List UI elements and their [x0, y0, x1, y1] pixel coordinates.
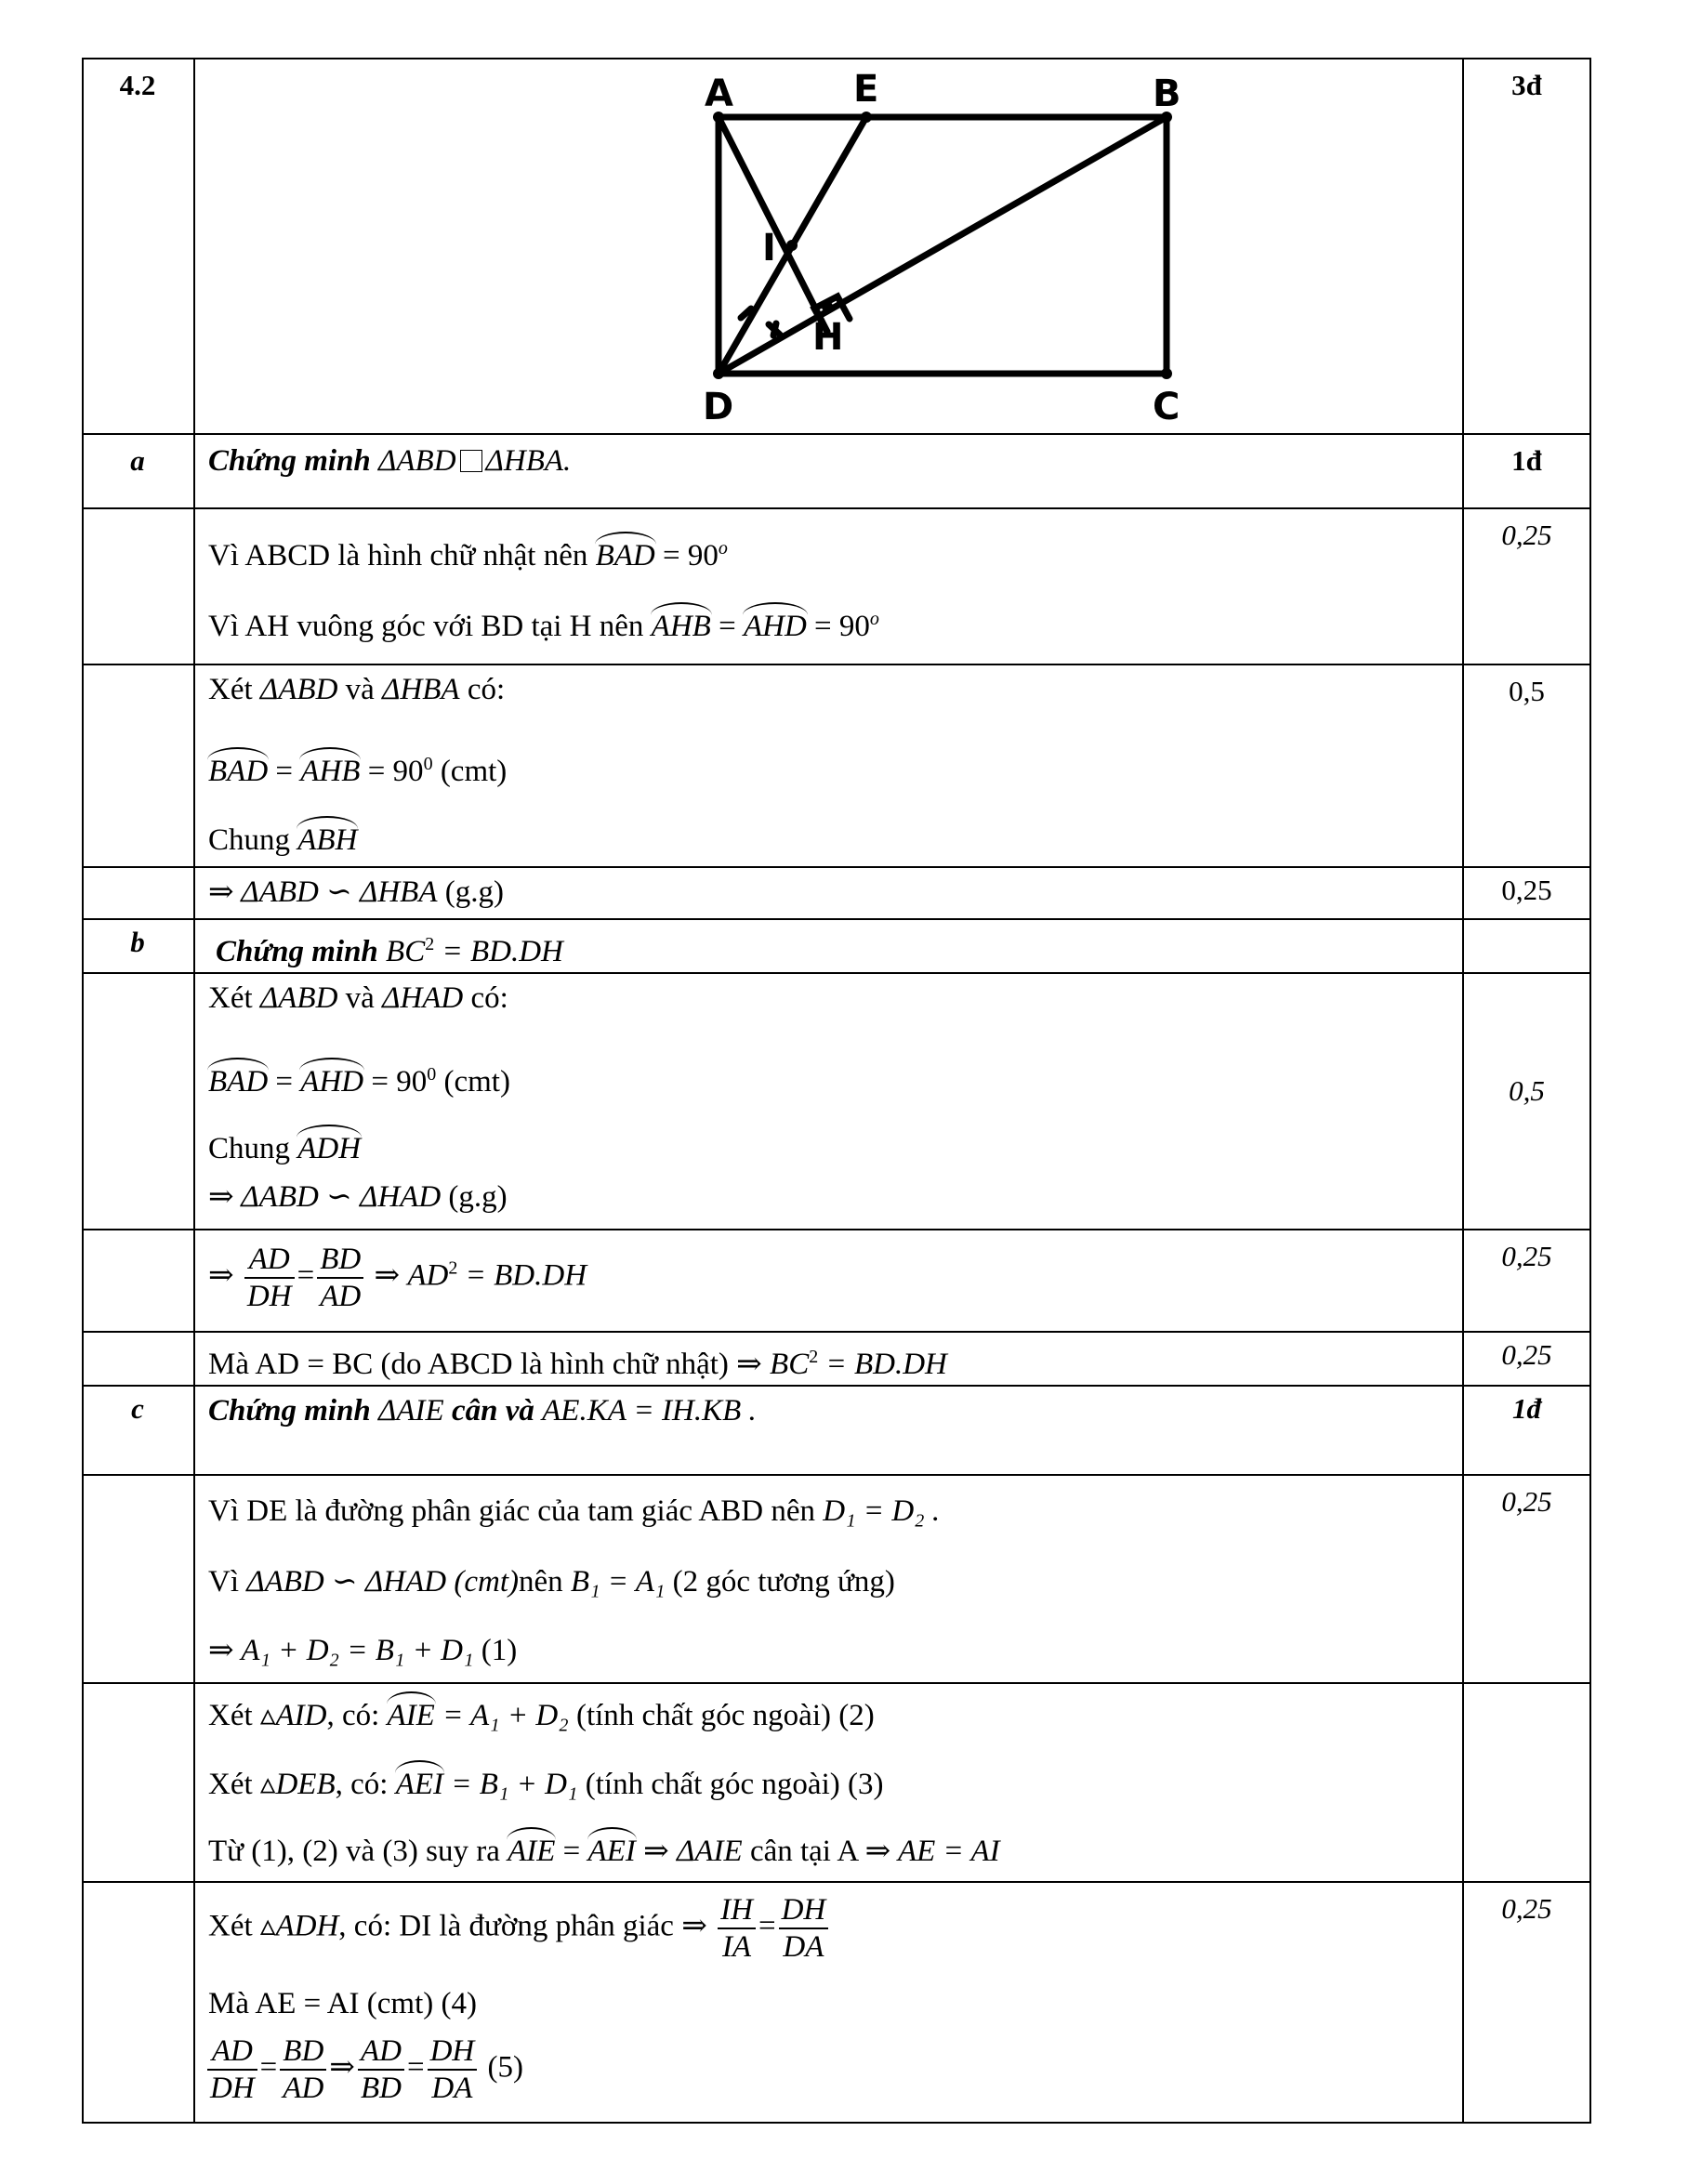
problem-number: 4.2: [119, 69, 156, 101]
table-row-b2: ⇒ $\frac{AD}{DH}$ = $\frac{BD}{AD}$ ⇒ $AD^2 = BD.DH$ 0,25: [82, 1229, 1591, 1331]
label-I: I: [762, 227, 776, 270]
table-row-a2: Xét ΔABD và ΔHBA có: BAD = AHB = $90^0$ (cmt) Chung ABH 0,5: [82, 664, 1591, 866]
table-row-a1: Vì ABCD là hình chữ nhật nên BAD = $90^o$ Vì AH vuông góc với BD tại H nên AHB = AHD = $90^o$ 0,25: [82, 507, 1591, 664]
label-E: E: [853, 68, 879, 111]
table-row-diagram: [82, 58, 1591, 433]
table-row-c1: Vì DE là đường phân giác của tam giác ABD nên D₁ = D₂ . Vì ΔABD ∽ ΔHAD (cmt)nên B₁ = A₁ (2 góc tương ứng) ⇒ A₁ + D₂ = B₁ + D₁ (1) 0,25: [82, 1474, 1591, 1682]
table-row-part-c: [82, 1385, 1591, 1474]
part-b-title: Chứng minh $BC^2 = BD.DH$: [216, 934, 563, 968]
part-a-points: 1đ: [1511, 444, 1542, 477]
label-H: H: [812, 316, 844, 359]
part-c-title: Chứng minh ΔAIE cân và AE.KA = IH.KB .: [208, 1394, 757, 1427]
part-c-points: 1đ: [1512, 1392, 1541, 1425]
label-D: D: [703, 386, 734, 428]
part-a-title: Chứng minh ΔABD ΔHBA.: [208, 444, 572, 478]
part-b-label: b: [130, 926, 145, 958]
solution-table: [82, 58, 1591, 2124]
table-row-a3: ⇒ ΔABD ∽ ΔHBA (g.g) 0,25: [82, 866, 1591, 918]
table-row-b3: Mà AD = BC (do ABCD là hình chữ nhật) ⇒ $BC^2 = BD.DH$ 0,25: [82, 1331, 1591, 1385]
table-row-b1: Xét ΔABD và ΔHAD có: BAD = AHD = $90^0$ (cmt) Chung ADH ⇒ ΔABD ∽ ΔHAD (g.g) 0,5: [82, 972, 1591, 1229]
table-row-c2: Xét ▵AID, có: AIE = A₁ + D₂ (tính chất góc ngoài) (2) Xét ▵DEB, có: AEI = B₁ + D₁ (tính chất góc ngoài) (3) Từ (1), (2) và (3) suy ra AIE = AEI ⇒ ΔAIE cân tại A ⇒ AE = AI: [82, 1682, 1591, 1881]
table-row-part-b: [82, 918, 1591, 972]
geometry-figure: [193, 59, 1462, 435]
total-points: 3đ: [1511, 69, 1542, 101]
table-row-part-a: [82, 433, 1591, 507]
part-c-label: c: [131, 1392, 144, 1425]
part-a-label: a: [130, 444, 145, 477]
label-A: A: [705, 72, 733, 115]
diagram-cell: [193, 59, 1462, 433]
label-B: B: [1153, 72, 1181, 115]
table-row-c3: Xét ▵ADH, có: DI là đường phân giác ⇒ $\frac{IH}{IA}$ = $\frac{DH}{DA}$ Mà AE = AI (cmt) (4) $\frac{AD}{DH}$ = $\frac{BD}{AD}$ ⇒ $\frac{AD}{BD}$ = $\frac{DH}{DA}$ (5) 0,25: [82, 1881, 1591, 2124]
label-C: C: [1153, 386, 1180, 428]
